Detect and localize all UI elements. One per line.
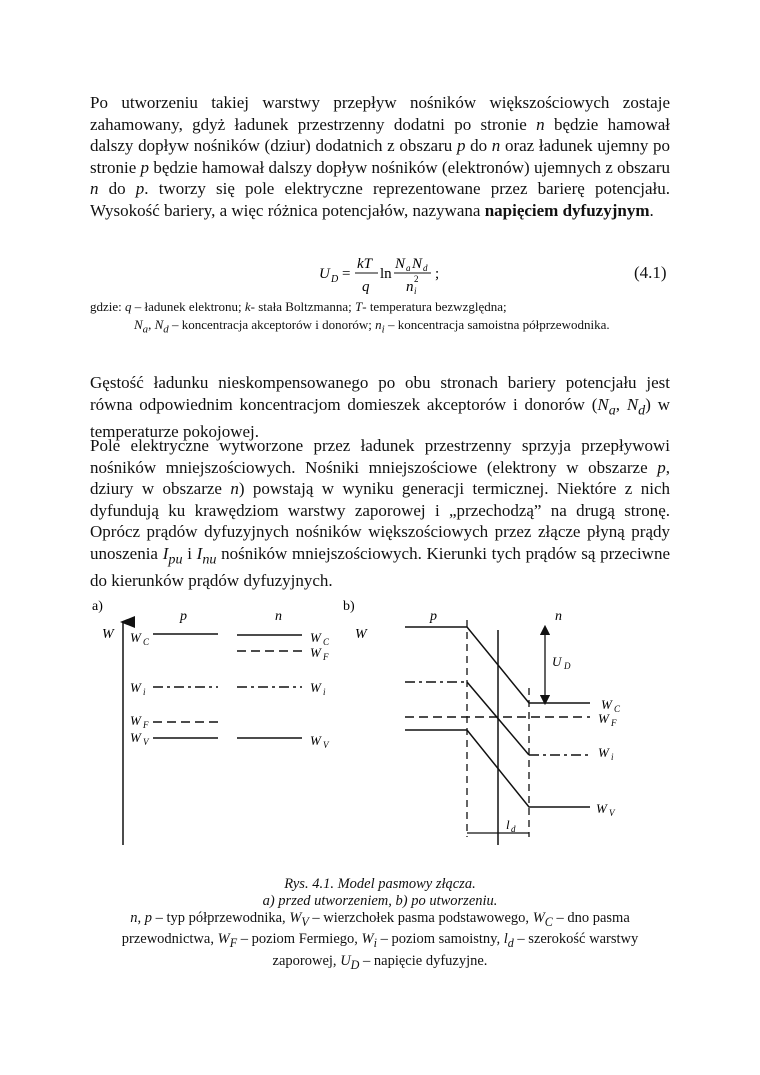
where-line-1: gdzie: q – ładunek elektronu; k- stała Boltzmanna; T- temperatura bezwzględna; [90, 299, 507, 314]
equation-number: (4.1) [634, 263, 667, 282]
svg-text:W: W [130, 630, 141, 645]
eq-frac2-num-a: N [395, 256, 406, 272]
eq-frac1-den: q [362, 279, 370, 295]
region-p-a: p [180, 609, 187, 624]
eq-lhs-sub: D [331, 274, 339, 285]
paragraph-charge-density: Gęstość ładunku nieskompensowanego po obu stronach bariery potencjału jest równa odpowiednim koncentracjom domieszek akceptorów i donorów ($N_a$, $N_d$) w temperaturze pokojowej. [90, 373, 670, 442]
eq-frac2-den: n [406, 279, 414, 295]
svg-text:D: D [564, 661, 571, 671]
svg-text:W: W [130, 680, 141, 695]
svg-text:i: i [611, 752, 614, 762]
eq-ln: ln [380, 266, 392, 282]
eq-semicolon: ; [435, 266, 440, 282]
paragraph-intro: Po utworzeniu takiej warstwy przepływ nośników większościowych zostaje zahamowany, gdyż ładunek przestrzenny dodatni po stronie n będzie hamował dalszy dopływ nośników (dziur) dodatnich z obszaru p do n oraz ładunek ujemny po stronie p będzie hamował dalszy dopływ nośników (elektronów) ujemnych z obszaru n do p. tworzy się pole elektryczne reprezentowane przez barierę potencjału. Wysokość bariery, a więc różnica potencjałów, nazywana napięciem dyfuzyjnym. [90, 93, 671, 220]
region-n-b: n [555, 609, 562, 624]
svg-text:W: W [310, 680, 321, 695]
region-n-a: n [275, 609, 282, 624]
eq-lhs: U [319, 266, 330, 282]
where-line-2: $N_a$, $N_d$ – koncentracja akceptorów i donorów; $n_i$ – koncentracja samoistna półprzewodnika. [134, 317, 610, 336]
svg-text:W: W [130, 730, 141, 745]
svg-text:W: W [596, 801, 607, 816]
svg-text:V: V [143, 737, 149, 747]
svg-text:W: W [598, 711, 609, 726]
eq-frac2-num-b: N [412, 256, 423, 272]
diagram-a-before-junction [92, 599, 330, 845]
eq-frac2-num-b-sub: d [423, 263, 428, 273]
label-b: b) [343, 599, 355, 614]
svg-text:F: F [611, 718, 617, 728]
band-diagram-figure [0, 590, 760, 870]
svg-text:W: W [601, 697, 612, 712]
svg-text:W: W [310, 630, 321, 645]
svg-text:F: F [323, 652, 329, 662]
caption-subtitle: a) przed utworzeniem, b) po utworzeniu. [262, 893, 498, 909]
svg-text:F: F [143, 720, 149, 730]
eq-frac1-num: kT [357, 256, 372, 272]
axis-w-label-b: W [355, 627, 367, 642]
axis-w-label-a: W [102, 627, 114, 642]
svg-text:V: V [609, 808, 615, 818]
svg-text:C: C [323, 637, 330, 647]
eq-frac2-num-a-sub: a [406, 263, 411, 273]
paragraph-electric-field: Pole elektryczne wytworzone przez ładunek przestrzenny sprzyja przepływowi nośników mniejszościowych. Nośniki mniejszościowe (elektrony w obszarze p, dziury w obszarze n) powstają w wyniku generacji termicznej. Niektóre z nich dyfundują ku krawędziom warstwy zaporowej i „przechodzą” na drugą stronę. Oprócz prądów dyfuzyjnych nośników większościowych przez złącze płyną prądy unoszenia $I_{pu}$ i $I_{nu}$ nośników mniejszościowych. Kierunki tych prądów są przeciwne do kierunków prądów dyfuzyjnych. [90, 436, 670, 591]
caption-legend: n, p – typ półprzewodnika, $W_V$ – wierzchołek pasma podstawowego, $W_C$ – dno pasma przewodnictwa, $W_F$ – poziom Fermiego, $W_i$ – poziom samoistny, $l_d$ – szerokość warstwy zaporowej, $U_D$ – napięcie dyfuzyjne. [121, 910, 639, 972]
svg-text:W: W [130, 713, 141, 728]
eq-equals: = [342, 266, 351, 282]
caption-title: Rys. 4.1. Model pasmowy złącza. [284, 876, 476, 892]
term-diffusion-voltage: napięciem dyfuzyjnym [484, 200, 650, 220]
svg-text:l: l [506, 817, 510, 832]
svg-text:C: C [143, 637, 150, 647]
eq-frac2-den-sup: 2 [414, 274, 419, 284]
svg-text:V: V [323, 740, 329, 750]
svg-text:U: U [552, 654, 562, 669]
region-p-b: p [430, 609, 437, 624]
svg-text:d: d [511, 824, 516, 834]
diagram-b-after-junction [343, 599, 621, 845]
eq-frac2-den-sub: i [414, 286, 417, 295]
svg-text:C: C [614, 704, 621, 714]
svg-text:i: i [143, 687, 146, 697]
svg-text:W: W [598, 745, 609, 760]
svg-text:W: W [310, 645, 321, 660]
svg-text:i: i [323, 687, 326, 697]
label-a: a) [92, 599, 103, 614]
svg-text:W: W [310, 733, 321, 748]
